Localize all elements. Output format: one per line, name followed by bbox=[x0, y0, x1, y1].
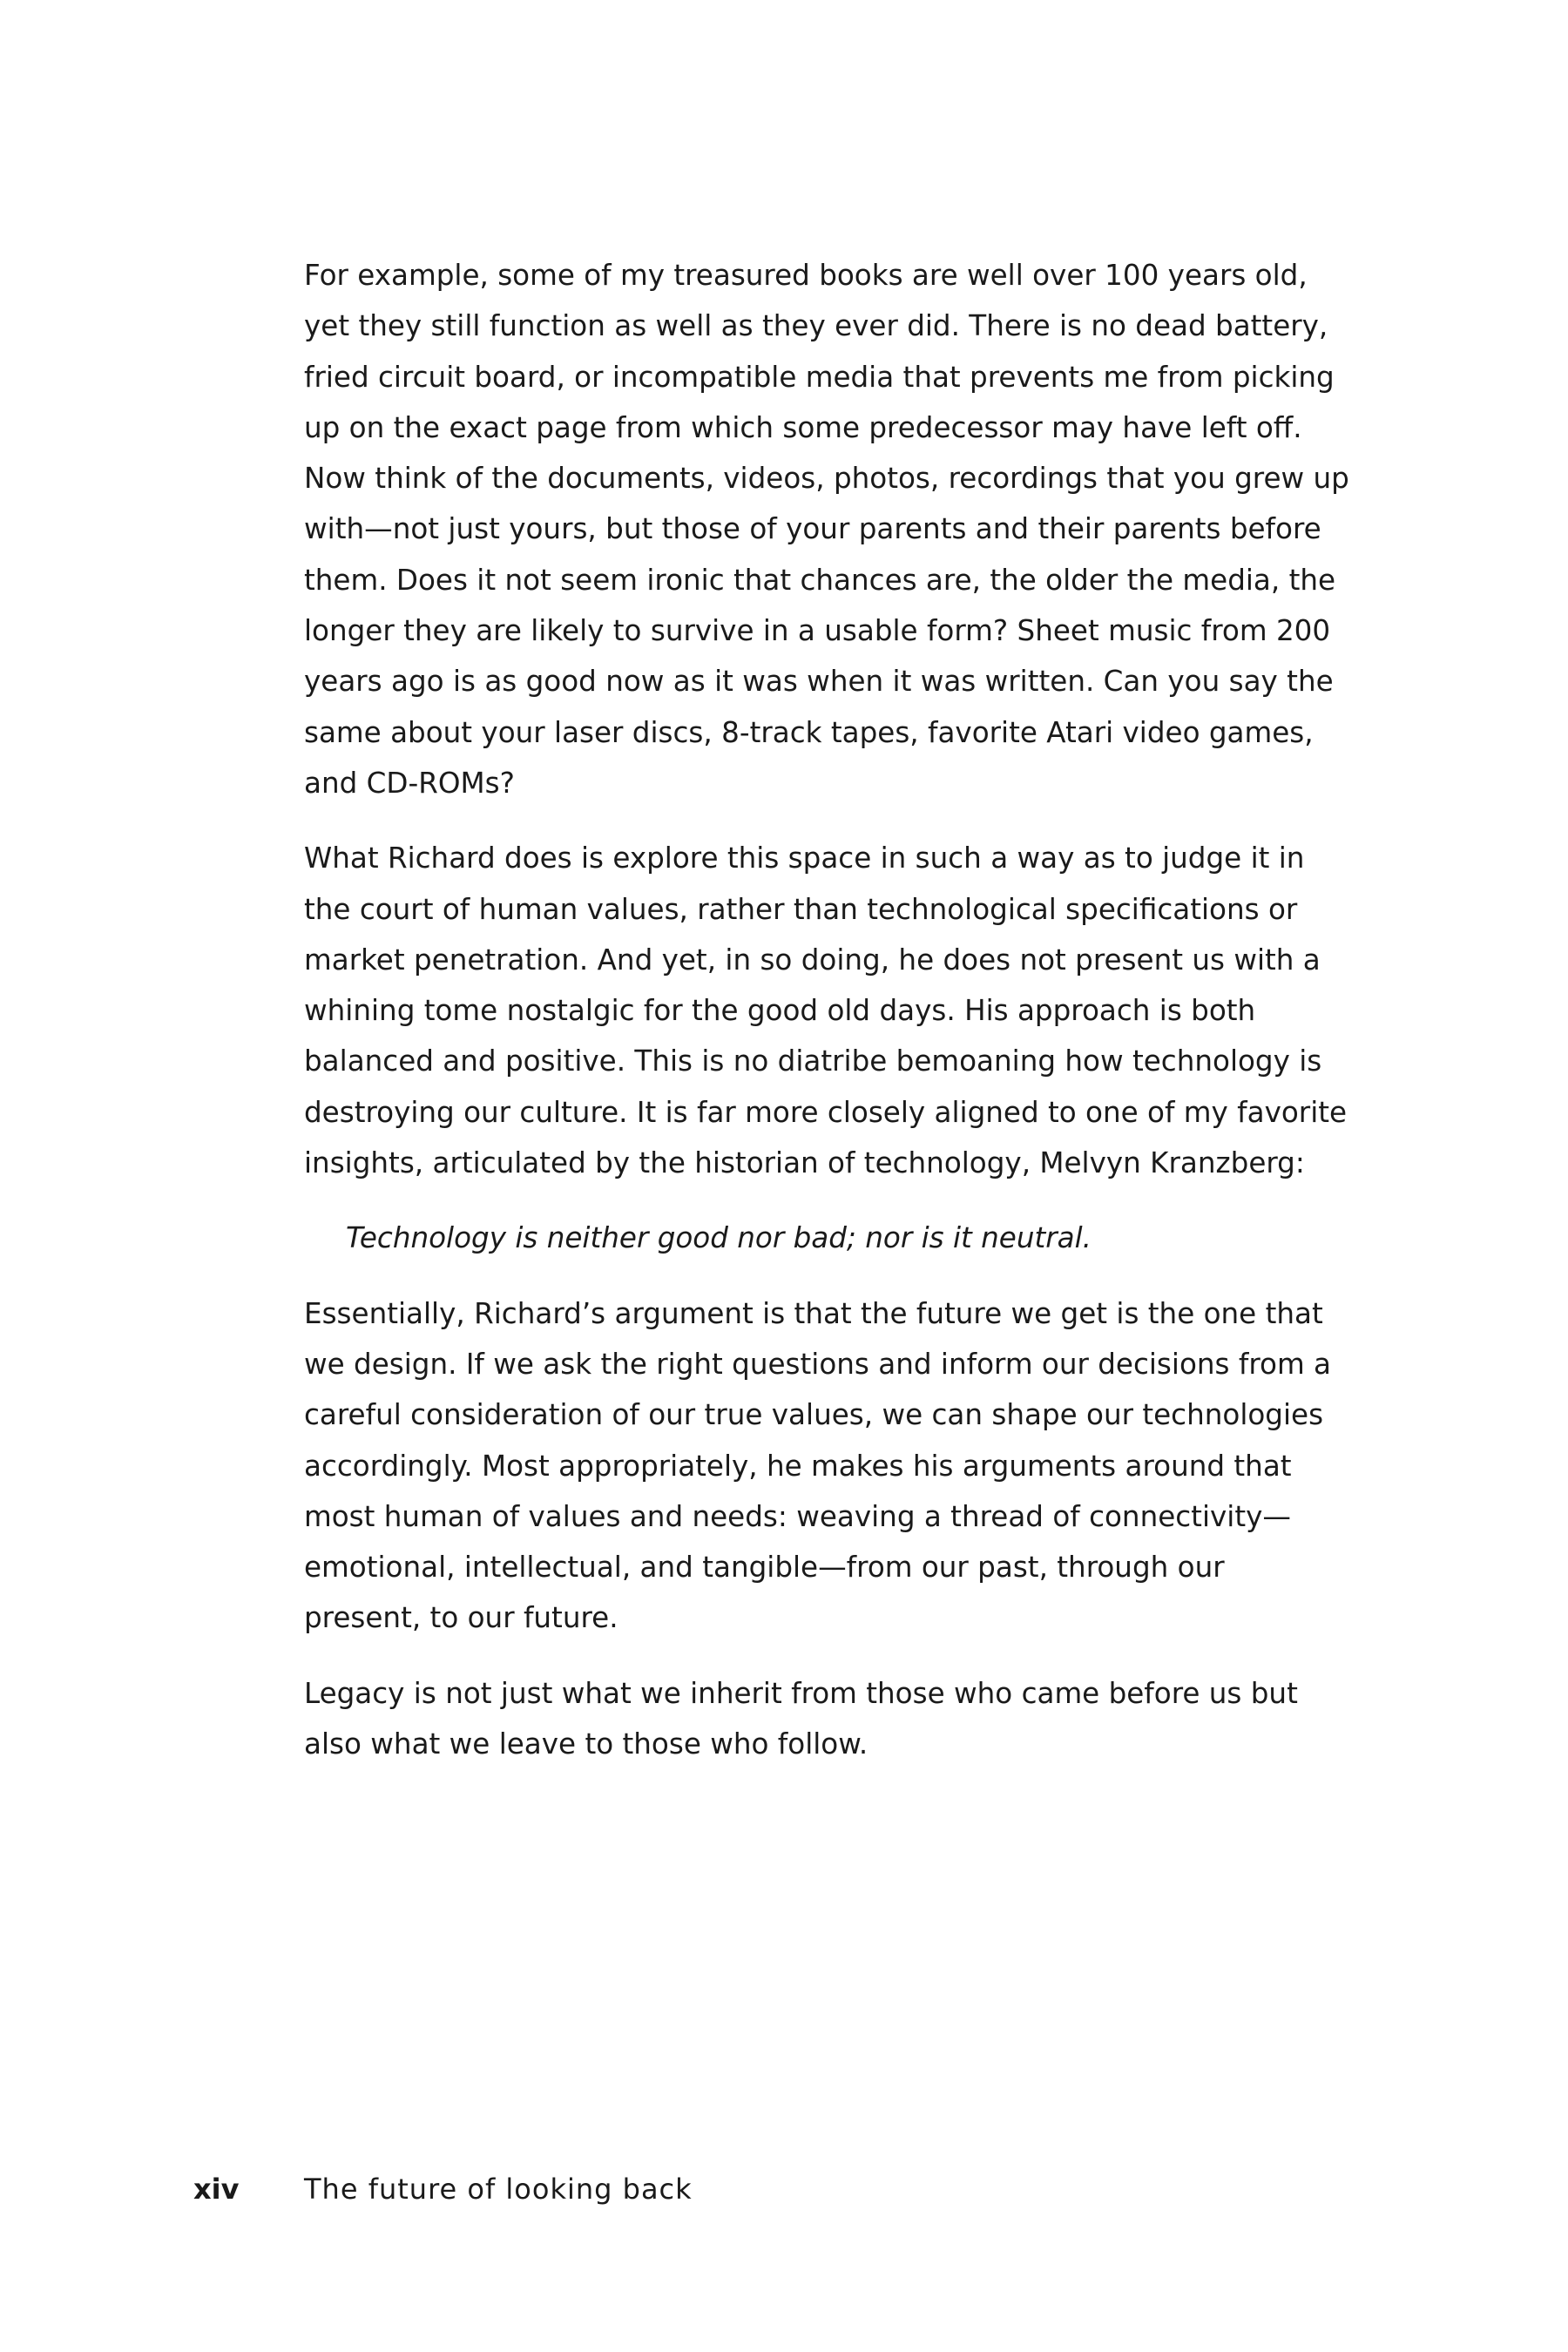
page-number: xiv bbox=[193, 2173, 240, 2206]
running-title: The future of looking back bbox=[304, 2173, 693, 2206]
body-text bbox=[304, 250, 1349, 1794]
paragraph-2: What Richard does is explore this space in such a way as to judge it in the court of human values, rather than technological specifications or market penetration. And yet, in so doing, he does not present us with a whining tome nostalgic for the good old days. His approach is both balanced and positive. This is no diatribe bemoaning how technology is destroying our culture. It is far more closely aligned to one of my favorite insights, articulated by the historian of technology, Melvyn Kranzberg: bbox=[304, 841, 1348, 1180]
paragraph-4: Legacy is not just what we inherit from those who came before us but also what we leave to those who follow. bbox=[304, 1676, 1298, 1761]
paragraph-3: Essentially, Richard’s argument is that the future we get is the one that we design. If we ask the right questions and inform our decisions from a careful consideration of our true values, we can shape our technologies accordingly. Most appropriately, he makes his arguments around that most human of values and needs: weaving a thread of connectivity—emotional, intellectual, and tangible—from our past, through our present, to our future. bbox=[304, 1296, 1332, 1635]
block-quote: Technology is neither good nor bad; nor is it neutral. bbox=[346, 1221, 1092, 1255]
paragraph-1: For example, some of my treasured books are well over 100 years old, yet they still function as well as they ever did. There is no dead battery, fried circuit board, or incompatible media that prevents me from picking up on the exact page from which some predecessor may have left off. Now think of the documents, videos, photos, recordings that you grew up with—not just yours, but those of your parents and their parents before them. Does it not seem ironic that chances are, the older the media, the longer they are likely to survive in a usable form? Sheet music from 200 years ago is as good now as it was when it was written. Can you say the same about your laser discs, 8-track tapes, favorite Atari video games, and CD-ROMs? bbox=[304, 259, 1349, 800]
page-footer bbox=[0, 2173, 1568, 2216]
